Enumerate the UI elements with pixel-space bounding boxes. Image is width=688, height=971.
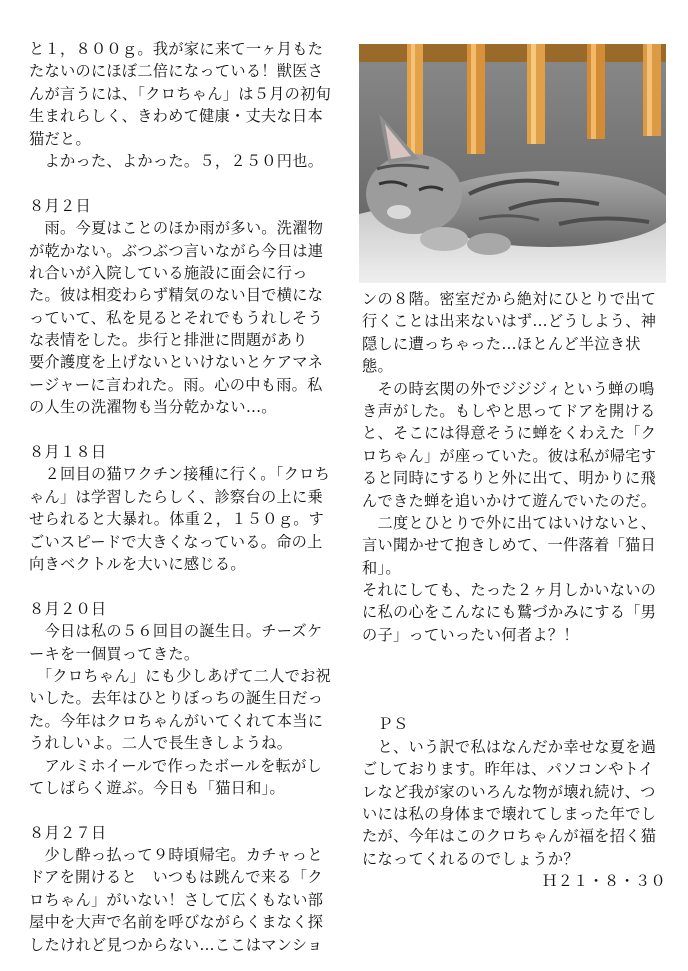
text-line: ドアを開けると いつもは跳んで来る「ク — [29, 868, 323, 887]
paragraph-aug20 — [29, 620, 341, 799]
left-column — [29, 38, 341, 956]
date-heading: ８月１８日 — [29, 443, 107, 462]
text-line: と、そこには得意そうに蝉をくわえた「ク — [362, 424, 657, 443]
paragraph-weight — [29, 38, 341, 172]
text-line: 二度とひとりで外に出てはいけないと、 — [362, 513, 657, 532]
text-line: 向きベクトルを大いに感じる。 — [29, 554, 246, 573]
text-line: ージャーに言われた。雨。心の中も雨。私 — [29, 375, 323, 394]
text-line: したけれど見つからない…ここはマンショ — [29, 935, 323, 954]
text-line: レなど我が家のいろんな物が壊れ続け、つ — [362, 782, 656, 801]
text-line: ゃん」は学習したらしく、診察台の上に乗 — [29, 487, 323, 506]
text-line: き声がした。もしやと思ってドアを開ける — [362, 401, 656, 420]
sleeping-kitten-image — [359, 44, 666, 283]
text-line: んが言うには、「クロちゃん」は５月の初旬 — [29, 84, 332, 103]
text-line: たないのにほぼ二倍になっている！獣医さ — [29, 62, 324, 81]
text-line: と、いう訳で私はなんだか幸せな夏を過 — [362, 737, 657, 756]
right-column — [362, 288, 668, 893]
text-line: うれしいよ。二人で長生きしようね。 — [29, 734, 293, 753]
ps-heading: ＰＳ — [362, 715, 409, 734]
text-line: っていて、私を見るとそれでもうれしそう — [29, 308, 323, 327]
text-line: 屋中を大声で名前を呼びながらくまなく探 — [29, 913, 324, 932]
text-line: たが、今年はこのクロちゃんが福を招く猫 — [362, 827, 657, 846]
text-line: と１，８００ｇ。我が家に来て一ヶ月もた — [29, 40, 324, 58]
text-line: んできた蝉を追いかけて遊んでいたのだ。 — [362, 491, 657, 510]
date-signature: Ｈ２１・８・３０ — [542, 872, 666, 891]
text-line: 猫だと。 — [29, 129, 91, 148]
date-heading: ８月２７日 — [29, 823, 107, 842]
text-line: それにしても、たった２ヶ月しかいないの — [362, 581, 657, 600]
kitten-photo — [359, 44, 666, 283]
text-line: 少し酔っ払って９時頃帰宅。カチャっと — [29, 846, 323, 865]
text-line: 態。 — [362, 357, 393, 376]
paragraph-aug2 — [29, 217, 341, 419]
text-line: ロちゃん」が座っていた。彼は私が帰宅す — [362, 446, 657, 465]
text-line: てしばらく遊ぶ。今日も「猫日和」。 — [29, 778, 285, 797]
text-line: アルミホイールで作ったボールを転がし — [29, 756, 323, 775]
text-line: 行くことは出来ないはず…どうしよう、神 — [362, 312, 657, 331]
text-line: れ合いが入院している施設に面会に行っ — [29, 263, 308, 282]
text-line: た。今年はクロちゃんがいてくれて本当に — [29, 711, 324, 730]
text-line: 隠しに遭っちゃった…ほとんど半泣き状 — [362, 334, 641, 353]
text-line: ごいスピードで大きくなっている。命の上 — [29, 532, 323, 551]
text-line: な表情をした。歩行と排泄に問題があり — [29, 331, 308, 350]
text-line: ると同時にするりと外に出て、明かりに飛 — [362, 469, 656, 488]
text-line: いには私の身体まで壊れてしまった年でし — [362, 804, 657, 823]
text-line: 和」。 — [362, 558, 401, 577]
text-line: 生まれらしく、きわめて健康・丈夫な日本 — [29, 107, 323, 126]
text-line: が乾かない。ぶつぶつ言いながら今日は連 — [29, 241, 324, 260]
paragraph-aug27 — [29, 844, 341, 956]
text-line: 要介護度を上げないといけないとケアマネ — [29, 353, 324, 372]
date-heading: ８月２日 — [29, 196, 91, 215]
text-line: ごしております。昨年は、パソコンやトイ — [362, 760, 654, 779]
paragraph-ps — [362, 736, 668, 870]
text-line: ロちゃん」がいない！さして広くもない部 — [29, 890, 324, 909]
text-line: の人生の洗濯物も当分乾かない…。 — [29, 398, 277, 417]
text-line: よかった、よかった。５，２５０円也。 — [29, 151, 324, 170]
text-line: その時玄関の外でジジジィという蝉の鳴 — [362, 379, 655, 398]
text-line: 「クロちゃん」にも少しあげて二人でお祝 — [29, 666, 332, 685]
text-line: た。彼は相変わらず精気のない目で横にな — [29, 286, 324, 305]
text-line: いした。去年はひとりぼっちの誕生日だっ — [29, 689, 324, 708]
paragraph-continued — [362, 288, 668, 646]
text-line: になってくれるのでしょうか？ — [362, 849, 579, 868]
text-line: 雨。今夏はことのほか雨が多い。洗濯物 — [29, 219, 324, 238]
text-line: ーキを一個買ってきた。 — [29, 644, 200, 663]
text-line: 今日は私の５６回目の誕生日。チーズケ — [29, 622, 323, 641]
text-line: せられると大暴れ。体重２，１５０ｇ。す — [29, 510, 325, 529]
text-line: に私の心をこんなにも鷲づかみにする「男 — [362, 603, 657, 622]
text-line: ンの８階。密室だから絶対にひとりで出て — [362, 290, 657, 308]
text-line: ２回目の猫ワクチン接種に行く。「クロち — [29, 465, 331, 484]
text-line: 言い聞かせて抱きしめて、一件落着「猫日 — [362, 536, 656, 555]
date-heading: ８月２０日 — [29, 599, 107, 618]
text-line: の子」っていったい何者よ？！ — [362, 625, 579, 644]
paragraph-aug18 — [29, 463, 341, 575]
